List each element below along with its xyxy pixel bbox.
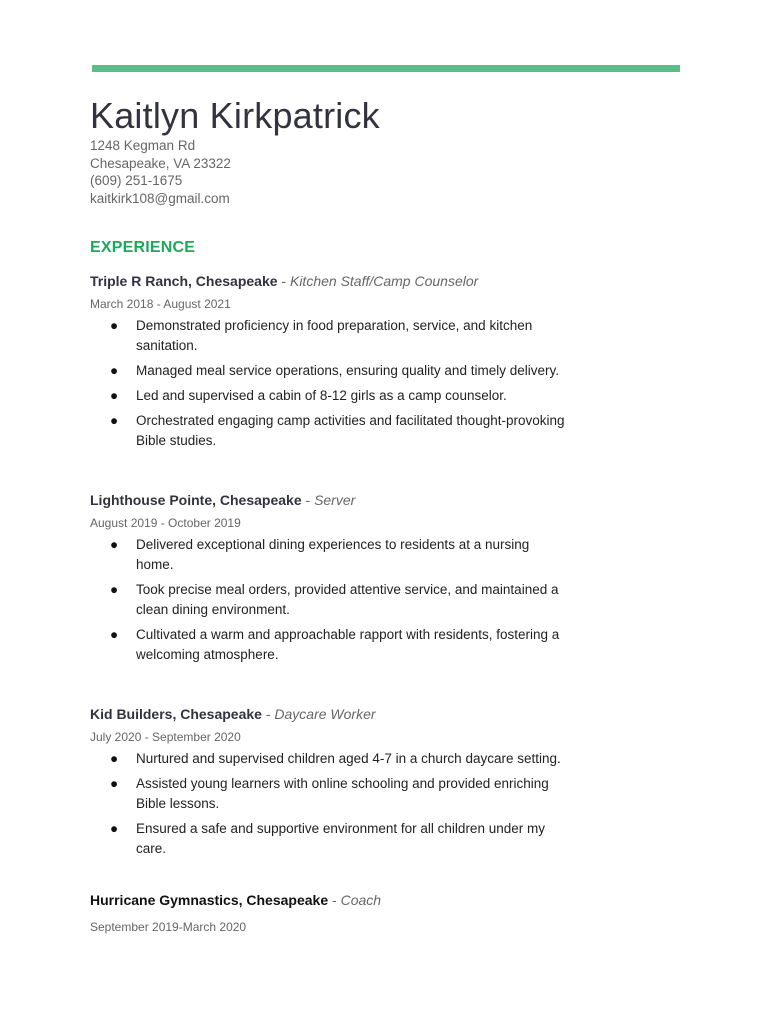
job-bullet (110, 749, 570, 769)
job-dates: July 2020 - September 2020 (90, 730, 241, 744)
job-dates: March 2018 - August 2021 (90, 297, 231, 311)
job-bullet (110, 819, 570, 859)
job-separator: - (261, 706, 275, 722)
bullet-dot-icon: ● (110, 821, 119, 836)
job-dates: September 2019-March 2020 (90, 920, 247, 934)
job-bullet-text: Demonstrated proficiency in food preparation, service, and kitchen sanitation. (136, 318, 533, 353)
job-header (90, 892, 381, 908)
job-separator: - (301, 492, 315, 508)
bullet-dot-icon: ● (110, 363, 119, 378)
job-company: Kid Builders, Chesapeake (90, 706, 262, 722)
bullet-dot-icon: ● (110, 751, 119, 766)
job-bullet-text: Ensured a safe and supportive environment for all children under my care. (136, 821, 545, 856)
job-company: Hurricane Gymnastics, Chesapeake (90, 892, 329, 908)
job-bullet-text: Managed meal service operations, ensuring quality and timely delivery. (136, 363, 559, 378)
job-company: Lighthouse Pointe, Chesapeake (90, 492, 302, 508)
candidate-name: Kaitlyn Kirkpatrick (90, 95, 380, 136)
job-role: Server (314, 492, 356, 508)
job-separator: - (277, 273, 290, 289)
job-bullet-text: Took precise meal orders, provided attentive service, and maintained a clean dining environment. (136, 582, 559, 617)
job-role: Daycare Worker (274, 706, 376, 722)
job-bullet-text: Assisted young learners with online schooling and provided enriching Bible lessons. (136, 776, 549, 811)
bullet-dot-icon: ● (110, 776, 119, 791)
job-role: Coach (340, 892, 382, 908)
bullet-dot-icon: ● (110, 627, 119, 642)
job-bullet-text: Delivered exceptional dining experiences to residents at a nursing home. (136, 537, 530, 572)
job-bullet-text: Nurtured and supervised children aged 4-7 in a church daycare setting. (136, 751, 561, 766)
job-bullet-text: Led and supervised a cabin of 8-12 girls as a camp counselor. (136, 388, 507, 403)
job-bullet (110, 625, 570, 665)
job-header (90, 706, 376, 722)
bullet-dot-icon: ● (110, 413, 119, 428)
job-role: Kitchen Staff/Camp Counselor (289, 273, 479, 289)
job-bullet (110, 361, 570, 381)
job-bullet (110, 316, 570, 356)
experience-heading: EXPERIENCE (90, 239, 196, 256)
contact-block (90, 137, 231, 208)
job-bullets (110, 316, 570, 456)
address-line-1: 1248 Kegman Rd (90, 138, 196, 153)
address-line-2: Chesapeake, VA 23322 (90, 155, 231, 171)
job-bullet (110, 580, 570, 620)
job-company: Triple R Ranch, Chesapeake (90, 273, 278, 289)
bullet-dot-icon: ● (110, 388, 119, 403)
job-bullet-text: Orchestrated engaging camp activities and facilitated thought-provoking Bible studies. (136, 413, 565, 448)
job-dates: August 2019 - October 2019 (90, 516, 241, 530)
bullet-dot-icon: ● (110, 318, 119, 333)
job-bullet (110, 535, 570, 575)
job-separator: - (328, 892, 341, 908)
job-bullet (110, 411, 570, 451)
phone-number: (609) 251-1675 (90, 173, 183, 189)
job-header (90, 492, 355, 508)
job-bullet (110, 386, 570, 406)
bullet-dot-icon: ● (110, 537, 119, 552)
job-bullet (110, 774, 570, 814)
job-bullets (110, 749, 570, 864)
bullet-dot-icon: ● (110, 582, 119, 597)
job-bullet-text: Cultivated a warm and approachable rapport with residents, fostering a welcoming atmosphere. (136, 627, 560, 662)
job-header (90, 273, 478, 289)
accent-bar (92, 65, 680, 72)
job-bullets (110, 535, 570, 670)
email-address: kaitkirk108@gmail.com (90, 191, 230, 207)
